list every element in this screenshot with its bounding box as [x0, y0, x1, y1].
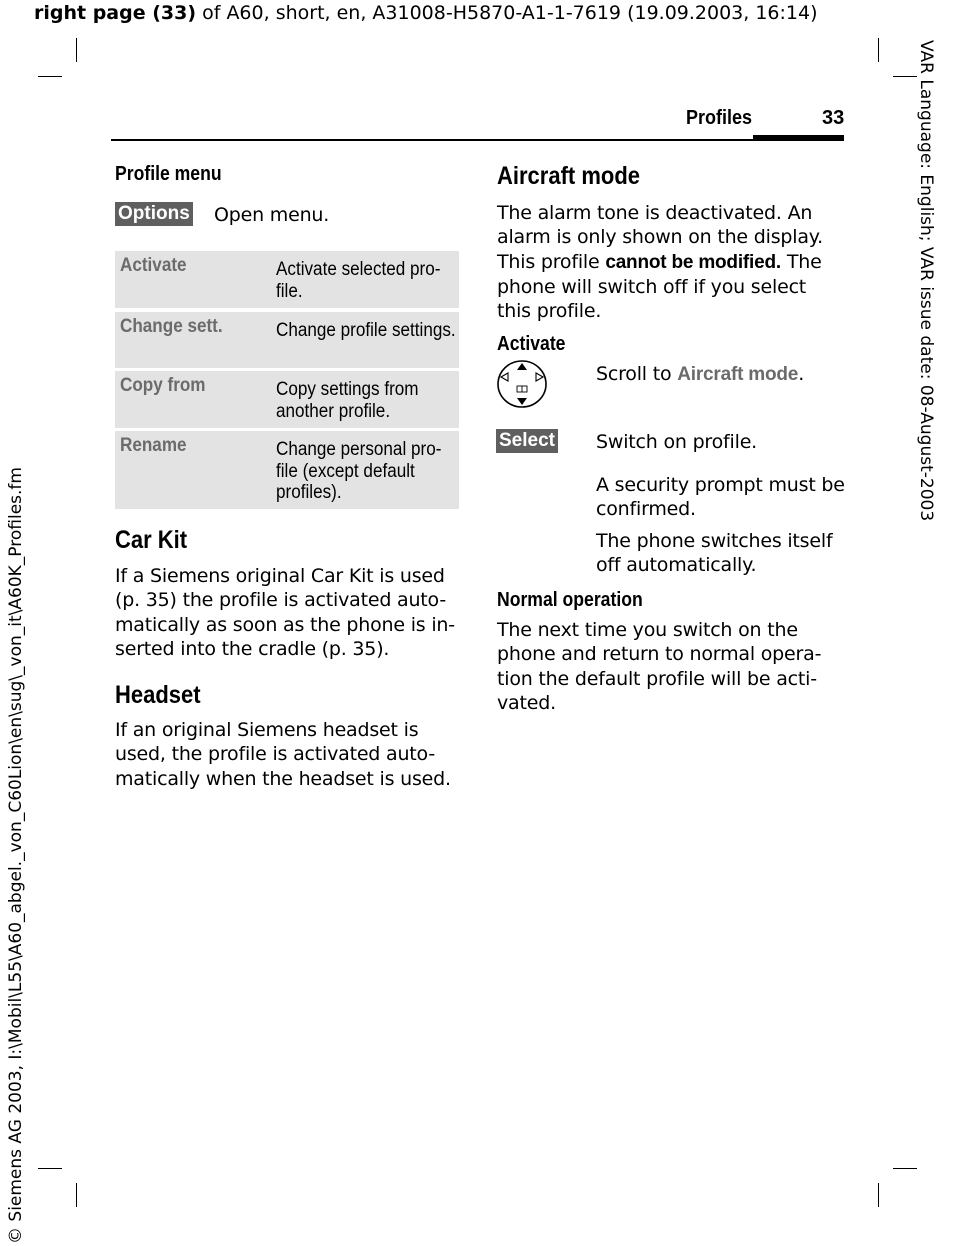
table-value: Copy settings from another profile.: [276, 379, 419, 422]
right-margin-text: VAR Language: English; VAR issue date: 08-August-2003: [916, 40, 936, 522]
security-note: A security prompt must be confirmed.: [596, 474, 845, 521]
headset-heading: Headset: [115, 681, 201, 709]
crop-mark: [878, 1183, 879, 1207]
document-info-line: right page (33) of A60, short, en, A31008-H5870-A1-1-7619 (19.09.2003, 16:14): [34, 2, 818, 24]
table-key: Activate: [120, 255, 187, 276]
activate-heading: Activate: [497, 333, 566, 355]
header-rule: [111, 139, 844, 141]
navigation-key-icon: [496, 359, 548, 409]
normal-operation-heading: Normal operation: [497, 589, 643, 611]
crop-mark: [38, 1168, 62, 1169]
headset-text: If an original Siemens headset is used, the profile is activated auto- matically when the headset is used.: [115, 719, 451, 790]
crop-mark: [878, 38, 879, 62]
table-key: Copy from: [120, 375, 206, 396]
left-margin-text: © Siemens AG 2003, I:\Mobil\L55\A60_abgel._von_C60Lion\en\sug\_von_it\A60K_Profiles.fm: [6, 467, 26, 1244]
aircraft-mode-text: The alarm tone is deactivated. An alarm is only shown on the display. This profile cannot be modified. The phone will switch off if you select this profile.: [497, 202, 823, 323]
options-softkey: Options: [115, 202, 193, 226]
crop-mark: [76, 1183, 77, 1207]
table-row: [115, 251, 459, 308]
switch-off-note: The phone switches itself off automatically.: [596, 530, 833, 577]
aircraft-mode-heading: Aircraft mode: [497, 162, 641, 190]
select-description: Switch on profile.: [596, 431, 758, 453]
options-description: Open menu.: [214, 204, 330, 226]
table-key: Rename: [120, 435, 187, 456]
select-softkey: Select: [496, 429, 558, 453]
page-number: 33: [822, 107, 845, 129]
crop-mark: [76, 38, 77, 62]
crop-mark: [893, 1168, 917, 1169]
header-tab-bar: [753, 135, 844, 141]
car-kit-heading: Car Kit: [115, 526, 188, 554]
table-key: Change sett.: [120, 316, 223, 337]
table-value: Change personal pro-file (except default profiles).: [276, 439, 442, 503]
crop-mark: [38, 76, 62, 77]
normal-operation-text: The next time you switch on the phone and return to normal opera- tion the default profile will be acti- vated.: [497, 619, 822, 714]
table-value: Change profile settings.: [276, 320, 456, 341]
table-row: [115, 371, 459, 428]
scroll-instruction: Scroll to Aircraft mode.: [596, 363, 805, 385]
table-value: Activate selected pro-file.: [276, 259, 441, 302]
table-row: [115, 431, 459, 509]
car-kit-text: If a Siemens original Car Kit is used (p. 35) the profile is activated auto- matically as soon as the phone is in- serted into the cradle (p. 35).: [115, 565, 455, 660]
crop-mark: [893, 76, 917, 77]
table-row: [115, 312, 459, 368]
header-title: Profiles: [686, 107, 753, 129]
profile-menu-heading: Profile menu: [115, 163, 222, 185]
